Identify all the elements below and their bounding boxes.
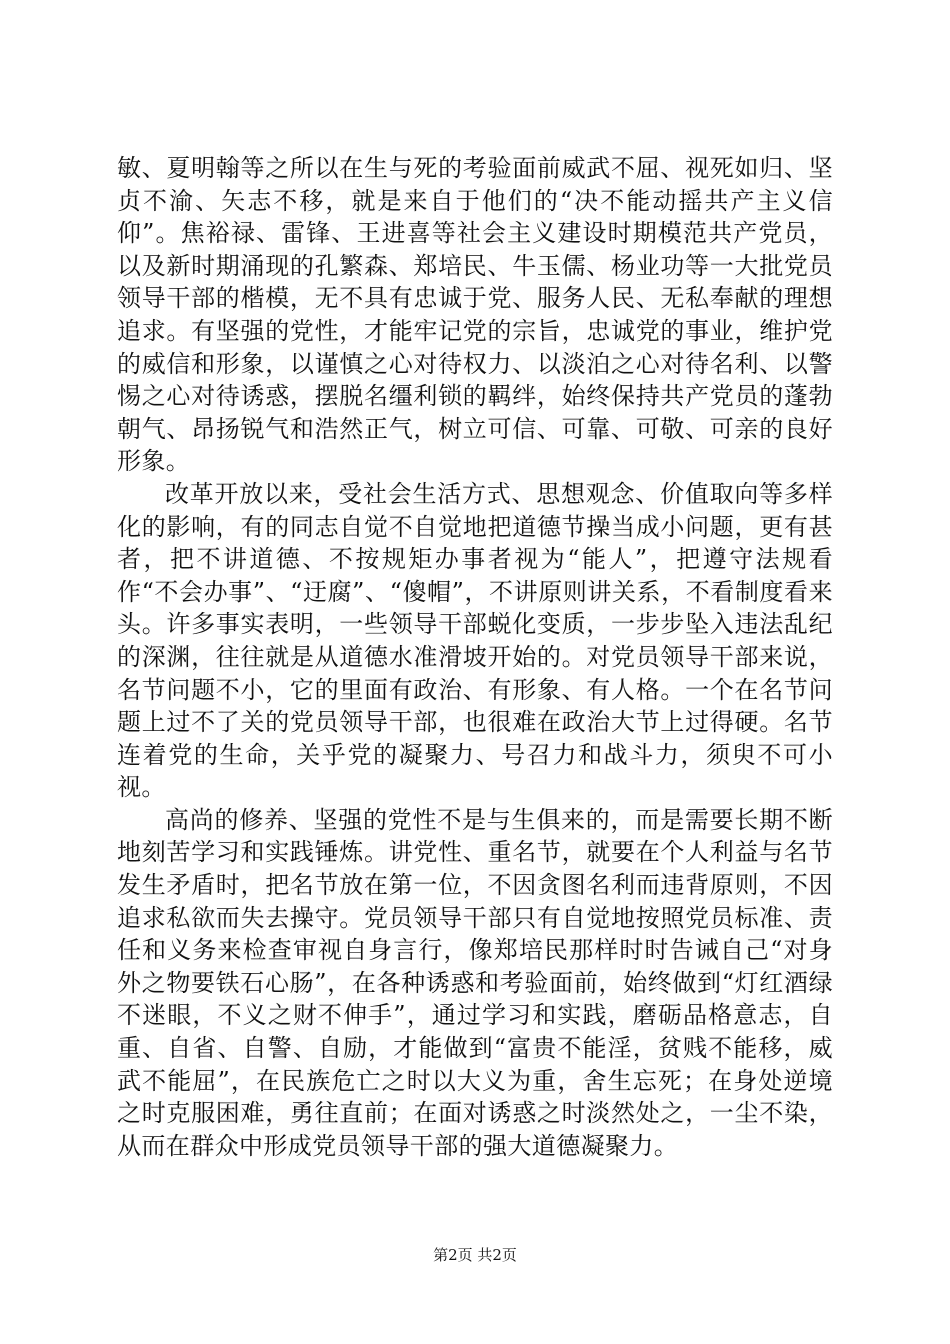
page-footer: 第2页 共2页 bbox=[433, 1246, 517, 1264]
paragraph: 高尚的修养、坚强的党性不是与生俱来的，而是需要长期不断地刻苦学习和实践锤炼。讲党性、重名节，就要在个人利益与名节发生矛盾时，把名节放在第一位，不因贪图名利而违背原则，不因追求私欲而失去操守。党员领导干部只有自觉地按照党员标准、责任和义务来检查审视自身言行，像郑培民那样时时告诫自己“对身外之物要铁石心肠”，在各种诱惑和考验面前，始终做到“灯红酒绿不迷眼，不义之财不伸手”，通过学习和实践，磨砺品格意志，自重、自省、自警、自励，才能做到“富贵不能淫，贫贱不能移，威武不能屈”，在民族危亡之时以大义为重，舍生忘死；在身处逆境之时克服困难，勇往直前；在面对诱惑之时淡然处之，一尘不染，从而在群众中形成党员领导干部的强大道德凝聚力。 bbox=[117, 805, 833, 1160]
document-body bbox=[117, 152, 833, 1162]
paragraph-continuation: 敏、夏明翰等之所以在生与死的考验面前威武不屈、视死如归、坚贞不渝、矢志不移，就是来自于他们的“决不能动摇共产主义信仰”。焦裕禄、雷锋、王进喜等社会主义建设时期模范共产党员，以及新时期涌现的孔繁森、郑培民、牛玉儒、杨业功等一大批党员领导干部的楷模，无不具有忠诚于党、服务人民、无私奉献的理想追求。有坚强的党性，才能牢记党的宗旨，忠诚党的事业，维护党的威信和形象，以谨慎之心对待权力、以淡泊之心对待名利、以警惕之心对待诱惑，摆脱名缰利锁的羁绊，始终保持共产党员的蓬勃朝气、昂扬锐气和浩然正气，树立可信、可靠、可敬、可亲的良好形象。 bbox=[117, 154, 833, 476]
paragraph: 改革开放以来，受社会生活方式、思想观念、价值取向等多样化的影响，有的同志自觉不自觉地把道德节操当成小问题，更有甚者，把不讲道德、不按规矩办事者视为“能人”，把遵守法规看作“不会办事”、“迂腐”、“傻帽”，不讲原则讲关系，不看制度看来头。许多事实表明，一些领导干部蜕化变质，一步步坠入违法乱纪的深渊，往往就是从道德水准滑坡开始的。对党员领导干部来说，名节问题不小，它的里面有政治、有形象、有人格。一个在名节问题上过不了关的党员领导干部，也很难在政治大节上过得硬。名节连着党的生命，关乎党的凝聚力、号召力和战斗力，须臾不可小视。 bbox=[117, 479, 833, 802]
